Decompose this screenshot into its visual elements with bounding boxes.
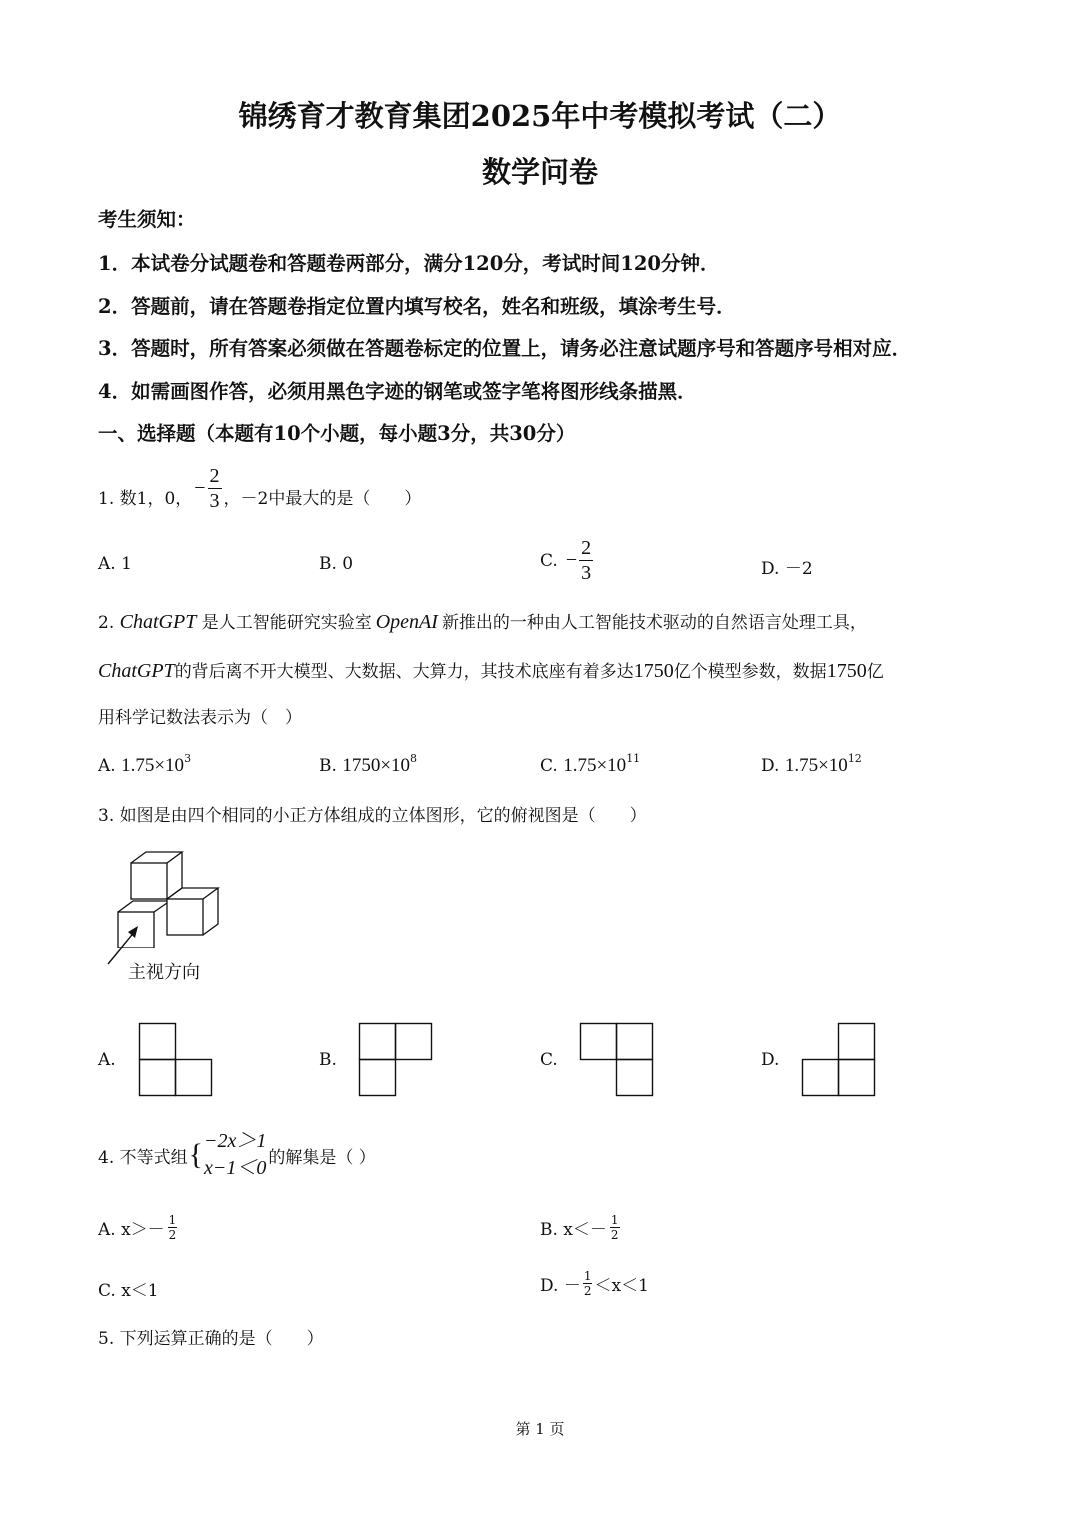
q4-stem-start: 4. 不等式组 [98,1147,188,1168]
q2-option-b-exp: 8 [410,752,418,765]
q4-option-a-num: 1 [168,1213,177,1227]
notice-item-2: 2．答题前，请在答题卷指定位置内填写校名，姓名和班级，填涂考生号． [98,295,736,318]
q4-brace: { [188,1138,204,1171]
q1-frac-den: 3 [209,490,220,512]
q2-text-3c: 亿 [866,662,884,682]
q1-option-a[interactable]: A. 1 [98,554,132,574]
q4-option-d-num: 1 [583,1269,592,1283]
q2-option-c[interactable] [540,752,640,777]
q3-option-b[interactable]: B. [319,1050,337,1070]
q1-fraction [194,466,221,511]
q1-stem-end: ，－2中最大的是（ ） [223,489,422,509]
q1-frac [208,466,222,511]
q4-option-d-text-end: ＜x＜1 [594,1276,649,1296]
q1-option-c-frac [579,538,593,583]
q2-option-a[interactable] [98,752,191,777]
q4-option-a-text: A. x＞－ [98,1220,165,1240]
q4-option-b-den: 2 [610,1228,619,1242]
q4-option-b-frac [610,1214,620,1241]
q2-option-a-exp: 3 [184,752,192,765]
q3-option-a[interactable]: A. [98,1050,116,1070]
q4-option-d-den: 2 [583,1284,592,1298]
q2-number: 2. [98,613,115,633]
q3-option-b-figure[interactable] [358,1022,434,1098]
notice-item-4: 4．如需画图作答，必须用黑色字迹的钢笔或签字笔将图形线条描黑． [98,380,697,403]
q2-term-openai: OpenAI [375,611,438,633]
q2-option-b[interactable] [319,752,417,777]
q2-option-c-exp: 11 [626,752,641,765]
q2-option-c-label: C. [540,756,558,776]
q3-figure-caption: 主视方向 [128,962,200,983]
q1-option-c-num: 2 [581,537,592,559]
q4-stem-end: 的解集是（ ） [268,1147,376,1168]
exam-subtitle: 数学问卷 [481,155,598,189]
q4-option-c[interactable]: C. x＜1 [98,1281,159,1301]
q1-option-b[interactable]: B. 0 [319,554,354,574]
q4-system [204,1128,266,1182]
q2-number-1750-b: 1750 [826,660,867,682]
q4-option-d-frac [583,1270,593,1297]
notice-heading: 考生须知： [98,208,196,231]
q3-option-d[interactable]: D. [761,1050,780,1070]
q1-stem-start: 1. 数1，0， [98,489,193,509]
q1-frac-num: 2 [209,465,220,487]
notice-item-3: 3．答题时，所有答案必须做在答题卷标定的位置上，请务必注意试题序号和答题序号相对应． [98,337,912,360]
q4-inequality-1: −2x＞1 [204,1130,267,1152]
q1-option-c-label: C. [540,550,558,571]
q2-number-1750-a: 1750 [633,660,674,682]
q1-option-c-den: 3 [581,562,592,584]
q4-option-d[interactable] [540,1270,649,1297]
q2-line-2 [98,657,884,683]
q2-option-d[interactable] [761,752,862,777]
q2-line-3: 用科学记数法表示为（ ） [98,708,302,728]
q2-option-b-label: B. [319,756,337,776]
section1-heading: 一、选择题（本题有10个小题，每小题3分，共30分） [98,422,576,445]
q2-option-d-base: 1.75×10 [784,755,848,776]
page-number: 第 1 页 [515,1420,565,1438]
q2-text-3a: 的背后离不开大模型、大数据、大算力，其技术底座有着多达 [174,662,634,682]
q4-option-a-frac [168,1214,178,1241]
q4-stem [98,1128,376,1182]
exam-title: 锦绣育才教育集团2025年中考模拟考试（二） [238,99,842,133]
q2-text-3b: 亿个模型参数，数据 [673,662,827,682]
q4-option-b[interactable] [540,1214,620,1241]
q1-frac-sign: − [194,477,206,499]
q3-option-d-figure[interactable] [801,1022,877,1098]
notice-item-1: 1．本试卷分试题卷和答题卷两部分，满分120分，考试时间120分钟． [98,252,720,275]
q4-inequality-2: x−1＜0 [204,1157,267,1179]
q3-stem: 3. 如图是由四个相同的小正方体组成的立体图形，它的俯视图是（ ） [98,806,647,826]
q2-text-1: 是人工智能研究实验室 [201,613,372,633]
q2-term-chatgpt: ChatGPT [119,611,197,633]
q4-option-a[interactable] [98,1214,177,1241]
q2-option-c-base: 1.75×10 [563,755,627,776]
q5-stem: 5. 下列运算正确的是（ ） [98,1329,324,1349]
q2-option-d-exp: 12 [847,752,862,765]
q2-option-a-label: A. [98,756,116,776]
q3-option-c-figure[interactable] [579,1022,655,1098]
q2-option-d-label: D. [761,756,780,776]
q2-text-2: 新推出的一种由人工智能技术驱动的自然语言处理工具， [441,613,867,633]
q1-stem [98,466,421,511]
q4-option-d-text-start: D. － [540,1276,581,1296]
q4-option-b-text: B. x＜－ [540,1220,607,1240]
q2-term-chatgpt-2: ChatGPT [98,660,175,682]
q4-option-a-den: 2 [168,1228,177,1242]
q1-option-c[interactable] [540,538,593,583]
q1-option-d[interactable]: D. －2 [761,559,813,579]
q1-option-c-sign: − [565,549,578,571]
q2-option-a-base: 1.75×10 [121,755,185,776]
q3-option-c[interactable]: C. [540,1050,558,1070]
q3-option-a-figure[interactable] [138,1022,214,1098]
q4-option-b-num: 1 [610,1213,619,1227]
q2-line-1 [98,608,867,634]
q2-option-b-base: 1750×10 [342,755,411,776]
